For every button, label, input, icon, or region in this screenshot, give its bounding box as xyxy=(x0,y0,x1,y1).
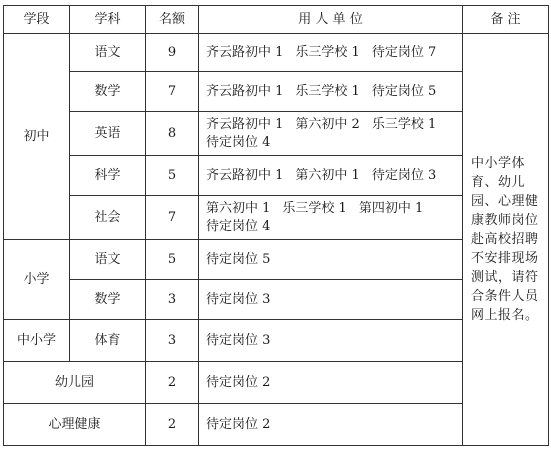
units-cell xyxy=(199,280,463,320)
quota-cell: 7 xyxy=(146,72,199,112)
unit-entry: 待定岗位 4 xyxy=(206,134,271,150)
unit-entry: 待定岗位 3 xyxy=(206,332,271,348)
stage-cell: 中小学 xyxy=(4,320,70,362)
unit-entry: 待定岗位 5 xyxy=(206,251,271,267)
header-units: 用 人 单 位 xyxy=(199,6,463,34)
units-cell xyxy=(199,362,463,404)
quota-cell: 7 xyxy=(146,196,199,240)
unit-entry: 第六初中 1 xyxy=(206,200,271,216)
units-cell xyxy=(199,240,463,280)
subject-cell: 体育 xyxy=(70,320,146,362)
unit-entry: 乐三学校 1 xyxy=(295,44,360,60)
quota-cell: 3 xyxy=(146,320,199,362)
quota-cell: 3 xyxy=(146,280,199,320)
unit-entry: 齐云路初中 1 xyxy=(206,44,284,60)
unit-entry: 齐云路初中 1 xyxy=(206,116,284,132)
quota-cell: 2 xyxy=(146,362,199,404)
unit-entry: 待定岗位 3 xyxy=(206,291,271,307)
unit-entry: 待定岗位 2 xyxy=(206,416,271,432)
subject-cell: 语文 xyxy=(70,34,146,72)
subject-cell: 语文 xyxy=(70,240,146,280)
unit-entry: 齐云路初中 1 xyxy=(206,167,284,183)
units-cell xyxy=(199,34,463,72)
header-remarks: 备 注 xyxy=(463,6,549,34)
unit-entry: 待定岗位 5 xyxy=(371,83,437,99)
remark-cell: 中小学体育、幼儿园、心理健康教师岗位赴高校招聘不安排现场测试，请符合条件人员网上报名。 xyxy=(463,34,549,446)
unit-entry: 待定岗位 7 xyxy=(371,44,437,60)
unit-entry: 第四初中 1 xyxy=(358,200,424,216)
stage-cell: 幼儿园 xyxy=(4,362,146,404)
header-stage: 学段 xyxy=(4,6,70,34)
subject-cell: 英语 xyxy=(70,112,146,156)
stage-cell: 小学 xyxy=(4,240,70,320)
units-cell xyxy=(199,72,463,112)
unit-entry: 齐云路初中 1 xyxy=(206,83,284,99)
stage-cell: 心理健康 xyxy=(4,404,146,446)
units-cell xyxy=(199,156,463,196)
stage-cell: 初中 xyxy=(4,34,70,240)
quota-cell: 9 xyxy=(146,34,199,72)
unit-entry: 待定岗位 4 xyxy=(206,218,271,234)
units-cell xyxy=(199,404,463,446)
header-quota: 名额 xyxy=(146,6,199,34)
subject-cell: 科学 xyxy=(70,156,146,196)
subject-cell: 数学 xyxy=(70,72,146,112)
quota-cell: 2 xyxy=(146,404,199,446)
units-cell xyxy=(199,196,463,240)
unit-entry: 待定岗位 3 xyxy=(371,167,437,183)
header-row xyxy=(4,6,549,34)
units-cell xyxy=(199,112,463,156)
quota-cell: 5 xyxy=(146,240,199,280)
subject-cell: 社会 xyxy=(70,196,146,240)
quota-cell: 5 xyxy=(146,156,199,196)
subject-cell: 数学 xyxy=(70,280,146,320)
unit-entry: 第六初中 1 xyxy=(295,167,360,183)
recruitment-table xyxy=(3,5,549,446)
units-cell xyxy=(199,320,463,362)
header-subject: 学科 xyxy=(70,6,146,34)
unit-entry: 乐三学校 1 xyxy=(371,116,437,132)
unit-entry: 乐三学校 1 xyxy=(282,200,347,216)
quota-cell: 8 xyxy=(146,112,199,156)
unit-entry: 待定岗位 2 xyxy=(206,374,271,390)
table-row xyxy=(4,34,549,72)
unit-entry: 乐三学校 1 xyxy=(295,83,360,99)
unit-entry: 第六初中 2 xyxy=(295,116,360,132)
